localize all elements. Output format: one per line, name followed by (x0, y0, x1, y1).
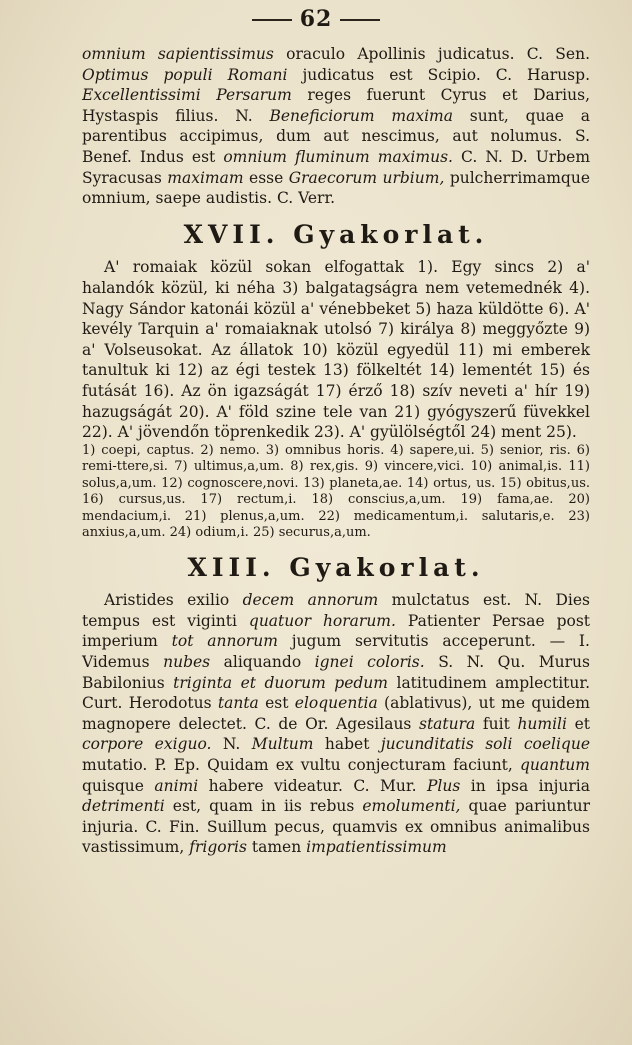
italic-segment: Excellentissimi Persarum (82, 86, 292, 105)
text-segment: pulcherrimamque omnium, saepe audistis. C. Verr. (82, 168, 591, 208)
text-segment: C. N. D. Urbem Syracusas (82, 147, 591, 187)
italic-segment: quantum (519, 756, 590, 775)
text-segment: N. (211, 735, 252, 754)
text-segment: latitudinem amplectitur. Curt. Herodotus (82, 673, 591, 713)
text-segment: mutatio. P. Ep. Quidam ex vultu conjecturam faciunt, (82, 756, 520, 775)
exercise-heading-xvii: XVII. Gyakorlat. (183, 219, 489, 249)
text-segment: sunt, quae a parentibus accipimus, dum aut nescimus, aut nolumus. S. Benef. Indus est (82, 106, 590, 166)
italic-segment: emolumenti, (362, 797, 461, 816)
italic-segment: quatuor horarum. (248, 611, 396, 630)
page-header (0, 6, 632, 32)
exercise-heading-xiii: XIII. Gyakorlat. (187, 552, 485, 582)
italic-segment: tot annorum (171, 632, 278, 651)
italic-segment: animi (154, 776, 199, 795)
page-body (82, 44, 590, 858)
text-segment: esse (243, 168, 289, 187)
italic-segment: detrimenti (82, 797, 165, 816)
text-segment: (ablativus), ut me quidem magnopere delectet. C. de Or. Agesilaus (82, 694, 590, 733)
italic-segment: Plus (426, 776, 461, 795)
text-segment: habere videatur. C. Mur. (198, 776, 427, 795)
text-segment: oraculo Apollinis judicatus. C. Sen. (273, 45, 590, 63)
vocabulary-footnotes: 1) coepi, captus. 2) nemo. 3) omnibus horis. 4) sapere,ui. 5) senior, ris. 6) remi-ttere,si. 7) ultimus,a,um. 8) rex,gis. 9) vincere,vici. 10) animal,is. 11) solus,a,um. 12) cognoscere,novi. 13) planeta,ae. 14) ortus, us. 15) obitus,us. 16) cursus,us. 17) rectum,i. 18) conscius,a,um. 19) fama,ae. 20) mendacium,i. 21) plenus,a,um. 22) medicamentum,i. salutaris,e. 23) anxius,a,um. 24) odium,i. 25) securus,a,um. (82, 442, 590, 541)
text-segment: S. N. Qu. Murus Babilonius (82, 653, 590, 692)
italic-segment: nubes (163, 653, 211, 672)
italic-segment: omnium sapientissimus (82, 45, 274, 63)
italic-segment: ignei coloris. (314, 653, 425, 672)
header-rule-left (252, 19, 292, 21)
header-rule-right (340, 19, 380, 21)
italic-segment: statura (419, 714, 476, 733)
text-segment: in ipsa injuria (460, 776, 590, 795)
text-segment: aliquando (210, 653, 315, 672)
text-segment: Aristides exilio (104, 591, 243, 610)
italic-segment: Beneficiorum maxima (269, 106, 453, 125)
text-segment: et (566, 714, 590, 733)
italic-segment: eloquentia (294, 694, 378, 713)
italic-segment: jucunditatis soli coelique (380, 735, 590, 754)
italic-segment: Graecorum urbium, (288, 168, 445, 187)
italic-segment: omnium fluminum maximus. (223, 147, 453, 166)
italic-segment: triginta et duorum pedum (173, 673, 388, 692)
text-segment: habet (313, 735, 381, 754)
text-segment: jugum servitutis acceperunt. — I. Videmus (82, 632, 590, 672)
text-segment: mulctatus est. N. Dies tempus est viginti (82, 591, 590, 630)
text-segment: quisque (82, 776, 155, 795)
text-segment: est (258, 694, 295, 713)
text-segment: judicatus est Scipio. C. Harusp. (287, 65, 590, 84)
text-segment: tamen (246, 838, 307, 857)
italic-segment: humili (517, 714, 567, 733)
text-segment: est, quam in iis rebus (164, 797, 363, 816)
italic-segment: Multum (251, 735, 314, 754)
italic-segment: decem annorum (242, 591, 379, 610)
italic-segment: corpore exiguo. (82, 735, 212, 754)
text-segment: Patienter Persae post imperium (82, 611, 591, 651)
text-segment: reges fuerunt Cyrus et Darius, Hystaspis filius. N. (82, 86, 590, 125)
italic-segment: tanta (217, 694, 259, 713)
italic-segment: frigoris (189, 838, 247, 857)
italic-segment: impatientissimum (306, 838, 447, 857)
page-number: 62 (299, 6, 333, 32)
latin-paragraph-1 (82, 44, 590, 209)
latin-paragraph-2 (82, 590, 590, 858)
text-segment: fuit (475, 714, 518, 733)
text-segment: quae pariuntur injuria. C. Fin. Suillum pecus, quamvis ex omnibus animalibus vastissimum, (82, 797, 590, 857)
italic-segment: Optimus populi Romani (82, 65, 288, 84)
hungarian-exercise-paragraph: A' romaiak közül sokan elfogattak 1). Egy sincs 2) a' halandók közül, ki néha 3) balgatagságra nem vetemednék 4). Nagy Sándor katonái közül a' vénebbeket 5) haza küldötte 6). A' kevély Tarquin a' romaiaknak utolsó 7) királya 8) meggyőzte 9) a' Volseusokat. Az állatok 10) közül egyedül 11) mi emberek tanultuk ki 12) az égi testek 13) fölkeltét 14) lementét 15) és futását 16). Az ön igazságát 17) érző 18) szív neveti a' hír 19) hazugságát 20). A' föld szine tele van 21) gyógyszerű füvekkel 22). A' jövendőn töprenkedik 23). A' gyülölségtől 24) ment 25). (82, 258, 590, 442)
italic-segment: maximam (167, 168, 244, 187)
